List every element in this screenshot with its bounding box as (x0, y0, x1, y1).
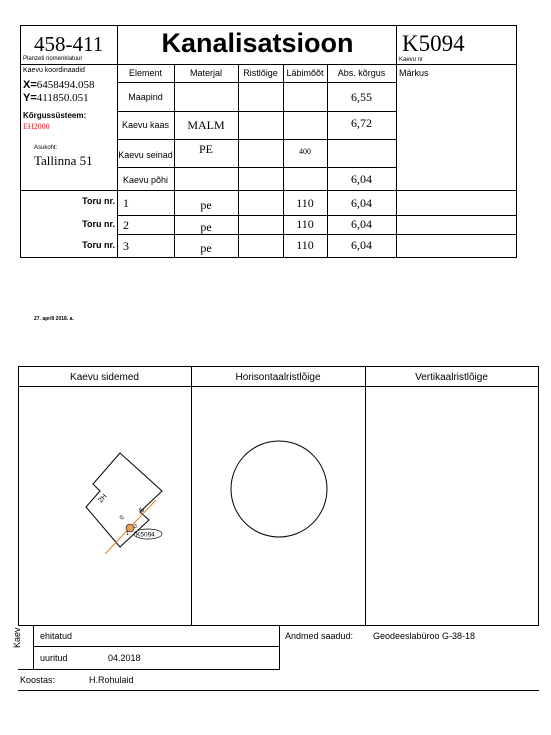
pipe-height: 6,04 (351, 196, 372, 210)
page-title: Kanalisatsioon (161, 28, 354, 58)
measured-label: uuritud (40, 653, 68, 663)
location-value: Tallinna 51 (34, 153, 93, 168)
footer-bottom (18, 690, 539, 691)
row-line-4 (117, 167, 397, 168)
frame-top (20, 25, 517, 26)
data-source-label: Andmed saadud: (285, 631, 354, 641)
frame-right (516, 25, 517, 258)
pipe-material: pe (200, 220, 212, 234)
side-label: Kaev (12, 627, 22, 648)
footer-data-divider (279, 625, 280, 670)
footer-mid (33, 646, 279, 647)
nomenclature: 458-411 (34, 32, 104, 56)
marker-three: 3 (134, 524, 137, 530)
panel-title-vertical: Vertikaalristlõige (415, 372, 488, 383)
pipe-diameter: 110 (296, 196, 314, 210)
building-label: 2H (97, 493, 109, 505)
row-line-5 (20, 190, 517, 191)
col-header-diameter: Läbimõõt (286, 68, 324, 78)
pipe-label: Toru nr. (82, 240, 115, 250)
x-label: X= (23, 79, 37, 91)
data-source-value: Geodeeslabüroo G-38-18 (373, 631, 476, 641)
col-header-material: Materjal (189, 68, 222, 78)
coords-label: Kaevu koordinaadid (23, 67, 85, 74)
height-system-label: Kõrgussüsteem: (23, 111, 87, 120)
row-material: MALM (187, 118, 225, 132)
header-divider (20, 64, 517, 65)
document-date: 27. aprill 2018. a. (34, 316, 74, 322)
pipe-num: 1 (123, 196, 129, 210)
row-height: 6,04 (351, 172, 372, 186)
panel-title-horizontal: Horisontaalristlõige (235, 372, 321, 383)
pipe-label: Toru nr. (82, 196, 115, 206)
row-line-2 (117, 111, 397, 112)
col-header-element: Element (128, 68, 163, 78)
col-header-cross: Ristlõige (243, 68, 278, 78)
well-number: K5094 (402, 31, 465, 56)
col-line-1 (117, 25, 118, 258)
footer-row-bottom (18, 669, 279, 670)
row-diameter: 400 (299, 147, 311, 156)
x-value: 6458494.058 (36, 79, 95, 91)
author-label: Koostas: (20, 675, 56, 685)
pipe-material: pe (200, 241, 212, 255)
pipe-height: 6,04 (351, 217, 372, 231)
well-label: K5094 (136, 531, 155, 539)
col-line-6 (396, 25, 397, 258)
row-material: PE (198, 142, 213, 156)
row-element: Maapind (128, 92, 163, 102)
pipe-material: pe (200, 198, 212, 212)
pipe-num: 3 (123, 239, 129, 253)
col-header-note: Märkus (399, 68, 429, 78)
pipe-diameter: 110 (296, 217, 314, 231)
connections-sketch (19, 387, 191, 625)
row-element: Kaevu põhi (122, 175, 169, 185)
author-value: H.Rohulaid (89, 675, 134, 685)
row-height: 6,55 (351, 90, 372, 104)
marker-zero: 0 (119, 514, 126, 522)
y-coordinate (23, 92, 89, 104)
y-value: 411850.051 (36, 92, 89, 104)
x-coordinate (23, 79, 95, 91)
built-label: ehitatud (40, 631, 73, 641)
panel-right (538, 366, 539, 625)
frame-left (20, 25, 21, 258)
row-line-3 (117, 139, 397, 140)
pipe-label: Toru nr. (82, 219, 115, 229)
measured-value: 04.2018 (108, 653, 141, 663)
marker-one: 1 (126, 531, 129, 537)
footer-kaev-divider (33, 625, 34, 670)
pipe-diameter: 110 (296, 238, 314, 252)
nomenclature-caption: Planzeti nomenklatuur (23, 56, 83, 62)
col-line-3 (238, 64, 239, 258)
location-label: Asukoht: (34, 145, 58, 151)
building-sub-label: 5 (138, 506, 147, 515)
height-system-value: EH2000 (23, 122, 50, 131)
panel-top (18, 366, 539, 367)
row-element: Kaevu seinad (118, 150, 173, 160)
row-height: 6,72 (351, 116, 372, 130)
row-element: Kaevu kaas (121, 120, 170, 130)
pipe-height: 6,04 (351, 238, 372, 252)
horizontal-section (192, 387, 365, 625)
col-header-height: Abs. kõrgus (337, 68, 386, 78)
row-line-1 (117, 82, 397, 83)
row-line-6 (117, 215, 517, 216)
well-number-caption: Kaevu nr (399, 57, 424, 63)
panel-title-connections: Kaevu sidemed (70, 372, 139, 383)
frame-bottom (20, 257, 517, 258)
y-label: Y= (23, 92, 37, 104)
pipe-num: 2 (123, 218, 129, 232)
panel-div-2 (365, 366, 366, 625)
well-circle (231, 441, 327, 537)
